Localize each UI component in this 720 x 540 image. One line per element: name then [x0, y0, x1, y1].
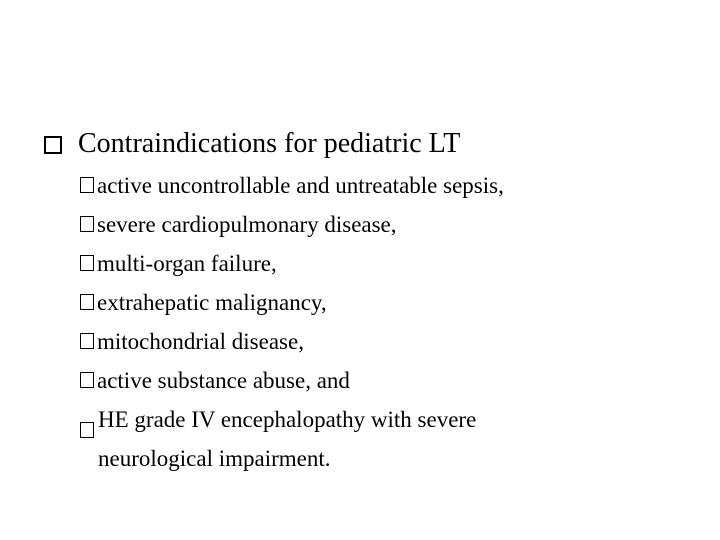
- bullet-box-icon: [80, 333, 94, 349]
- list-item: [80, 322, 568, 361]
- list-item: [80, 283, 568, 322]
- list-item-text: multi-organ failure,: [97, 251, 277, 276]
- bullet-box-icon: [80, 255, 94, 271]
- heading-bullet-box-icon: [44, 136, 62, 154]
- bullet-box-icon: [80, 216, 94, 232]
- list-item-text: active uncontrollable and untreatable sepsis,: [97, 173, 504, 198]
- bullet-box-icon: [80, 372, 94, 388]
- list-item: [80, 166, 568, 205]
- list-item: [80, 361, 568, 400]
- list-item-text: active substance abuse, and: [97, 368, 350, 393]
- list-item-text: HE grade IV encephalopathy with severe neurological impairment.: [98, 407, 477, 471]
- heading-title: Contraindications for pediatric LT: [78, 128, 461, 159]
- bullet-box-icon: [80, 422, 94, 438]
- bullet-box-icon: [80, 294, 94, 310]
- list-item: [80, 244, 568, 283]
- contraindications-list: [80, 166, 568, 478]
- list-item-text: severe cardiopulmonary disease,: [97, 212, 397, 237]
- bullet-box-icon: [80, 177, 94, 193]
- list-item: [80, 400, 568, 478]
- list-item: [80, 205, 568, 244]
- list-item-text: mitochondrial disease,: [97, 329, 304, 354]
- slide-heading: [44, 126, 460, 162]
- list-item-text: extrahepatic malignancy,: [97, 290, 327, 315]
